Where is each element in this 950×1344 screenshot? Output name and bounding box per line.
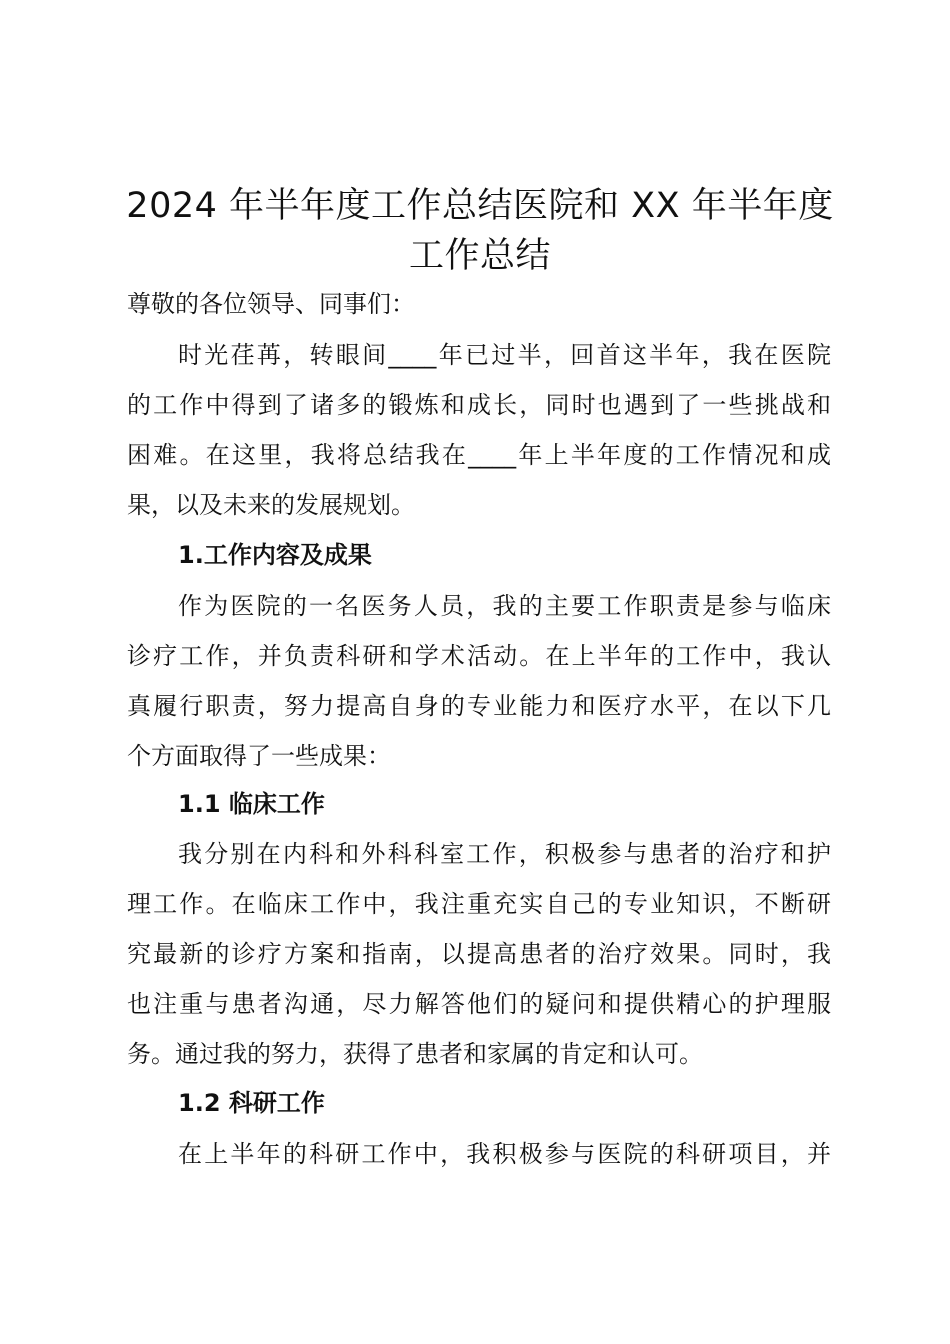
section1-1-line-4: 也注重与患者沟通，尽力解答他们的疑问和提供精心的护理服 xyxy=(127,990,831,1018)
intro-line-2: 的工作中得到了诸多的锻炼和成长，同时也遇到了一些挑战和 xyxy=(127,391,831,419)
section1-line-1: 作为医院的一名医务人员，我的主要工作职责是参与临床 xyxy=(178,592,831,620)
document-title-line-1: 2024 年半年度工作总结医院和 XX 年半年度 xyxy=(126,186,834,226)
section-heading-1-1: 1.1 临床工作 xyxy=(178,790,325,818)
section1-2-line-1: 在上半年的科研工作中，我积极参与医院的科研项目，并 xyxy=(178,1140,831,1168)
salutation: 尊敬的各位领导、同事们： xyxy=(127,290,415,318)
section-heading-1: 1.工作内容及成果 xyxy=(178,541,372,569)
section1-1-line-3: 究最新的诊疗方案和指南，以提高患者的治疗效果。同时，我 xyxy=(127,940,831,968)
section1-line-3: 真履行职责，努力提高自身的专业能力和医疗水平，在以下几 xyxy=(127,692,831,720)
intro-line-4: 果，以及未来的发展规划。 xyxy=(127,491,415,519)
section1-1-line-5: 务。通过我的努力，获得了患者和家属的肯定和认可。 xyxy=(127,1040,703,1068)
section1-line-4: 个方面取得了一些成果： xyxy=(127,742,391,770)
section1-1-line-1: 我分别在内科和外科科室工作，积极参与患者的治疗和护 xyxy=(178,840,831,868)
intro-line-1: 时光荏苒，转眼间____年已过半，回首这半年，我在医院 xyxy=(178,341,831,369)
section1-1-line-2: 理工作。在临床工作中，我注重充实自己的专业知识，不断研 xyxy=(127,890,831,918)
intro-line-3: 困难。在这里，我将总结我在____年上半年度的工作情况和成 xyxy=(127,441,831,469)
section-heading-1-2: 1.2 科研工作 xyxy=(178,1089,325,1117)
document-title-line-2: 工作总结 xyxy=(408,236,551,276)
section1-line-2: 诊疗工作，并负责科研和学术活动。在上半年的工作中，我认 xyxy=(127,642,831,670)
